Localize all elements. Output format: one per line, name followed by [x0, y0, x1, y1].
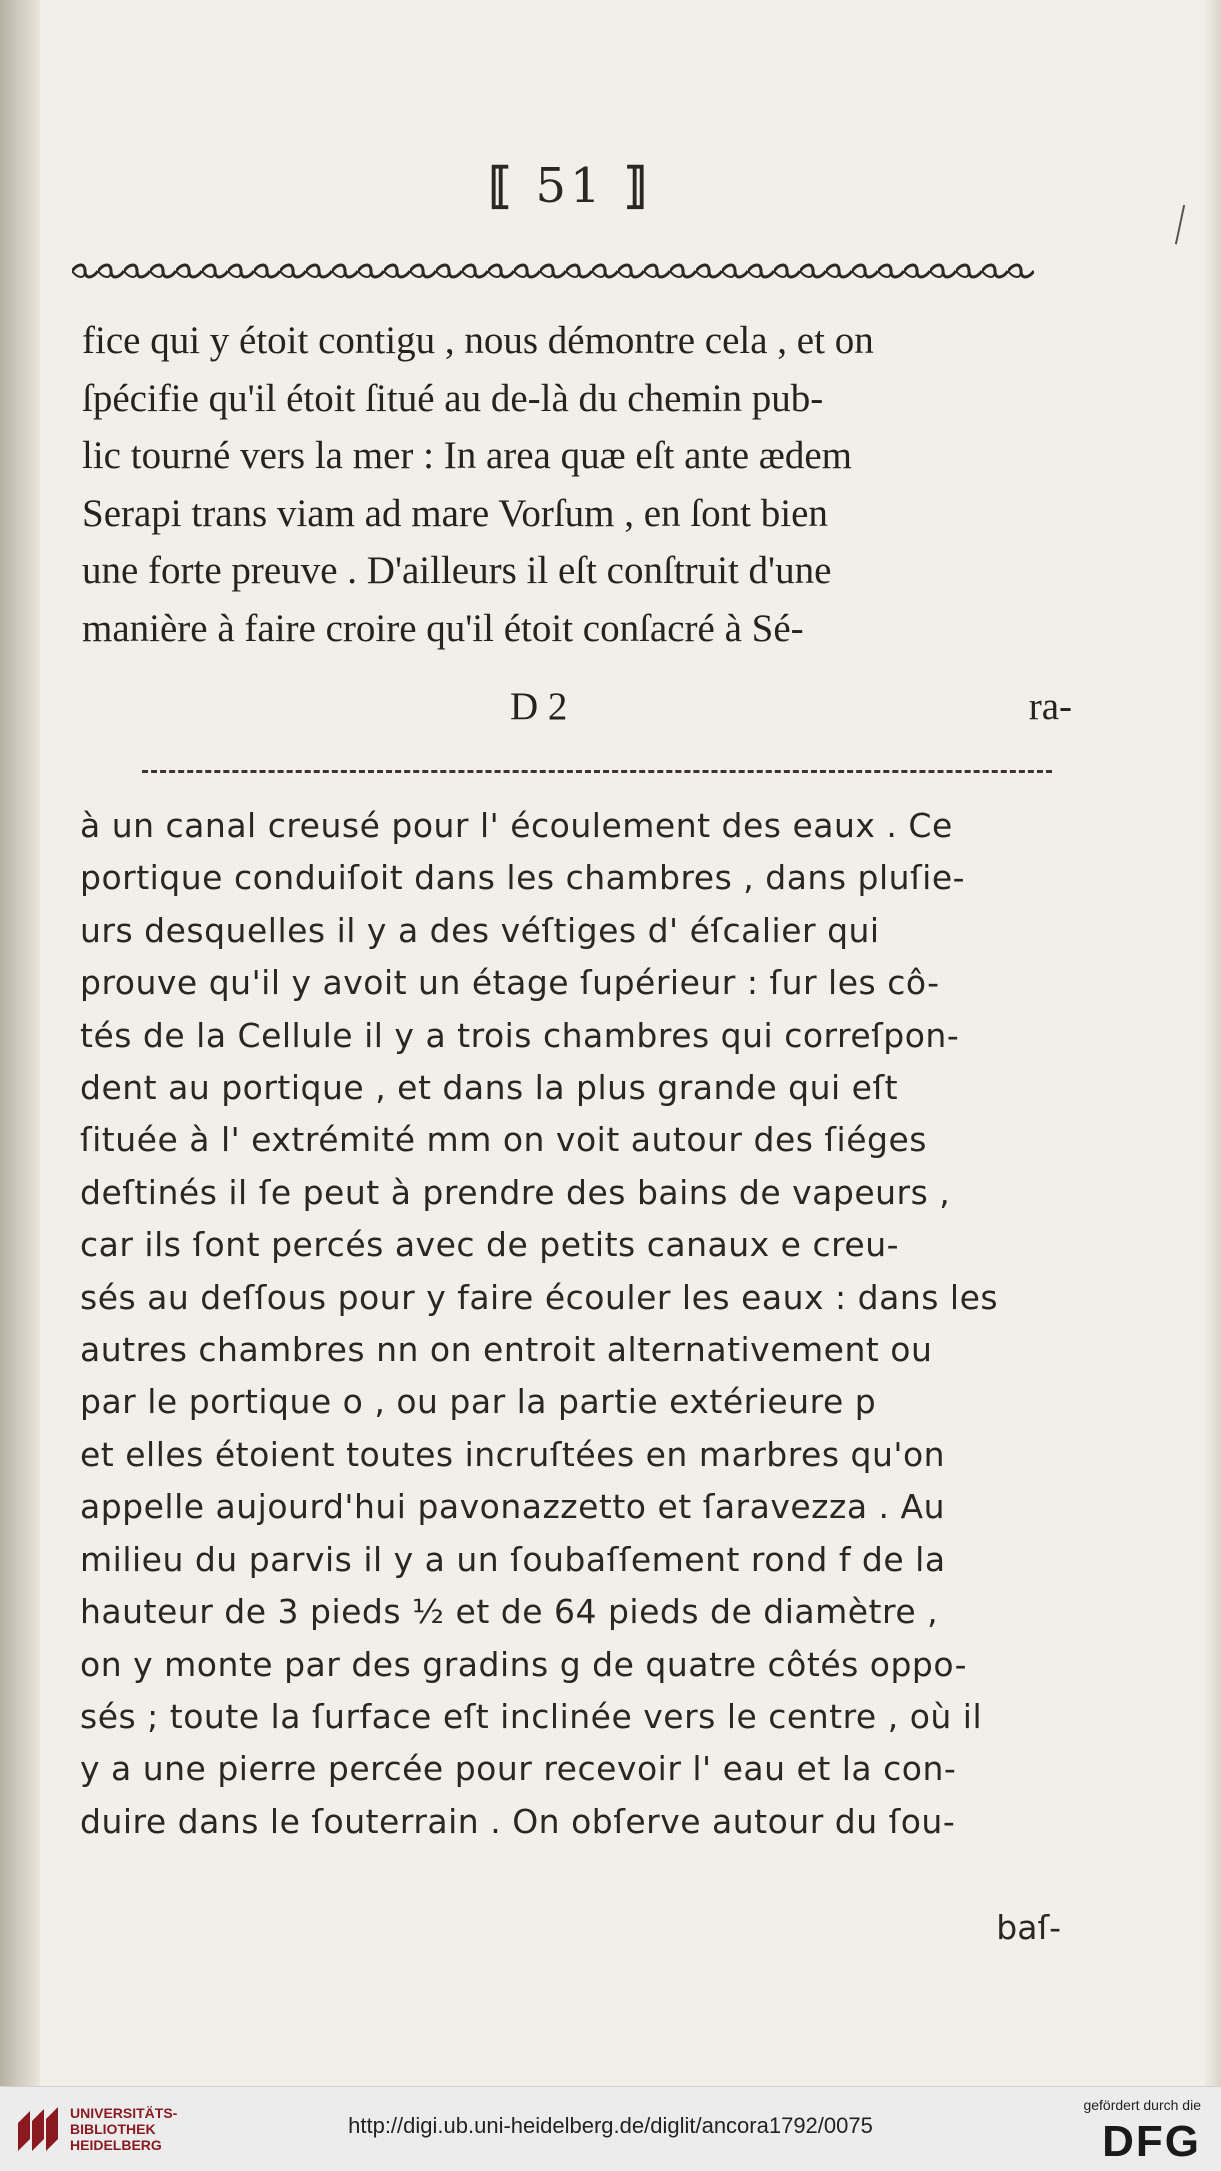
footnote-line: tés de la Cellule il y a trois chambres qui correſpon- [80, 1015, 960, 1055]
footnote-line: sés au deſſous pour y faire écouler les eaux : dans les [80, 1277, 999, 1317]
footnote-separator [142, 770, 1052, 777]
main-text [82, 312, 1072, 657]
funded-by-label: gefördert durch die [1083, 2097, 1201, 2113]
text-line: lic tourné vers la mer : In area quæ eſt ante ædem [82, 434, 852, 477]
library-name-line: BIBLIOTHEK [70, 2121, 156, 2137]
footnote-catchword: baſ- [996, 1908, 1061, 1947]
text-line: Serapi trans viam ad mare Vorſum , en ſont bien [82, 491, 828, 535]
footnote-line: car ils ſont percés avec de petits canaux e creu- [80, 1225, 900, 1265]
footnote-line: portique conduiſoit dans les chambres , dans pluſie- [80, 858, 966, 898]
text-line: une forte preuve . D'ailleurs il eſt conſtruit d'une [82, 549, 832, 592]
footnote-line: hauteur de 3 pieds ½ et de 64 pieds de diamètre , [80, 1592, 939, 1632]
footnote-line: y a une pierre percée pour recevoir l' eau et la con- [80, 1749, 957, 1789]
footnote-line: ſituée à l' extrémité mm on voit autour des ſiéges [80, 1120, 927, 1160]
footnote-line: duire dans le ſouterrain . On obſerve autour du ſou- [80, 1801, 956, 1841]
page-edge [1203, 0, 1221, 2086]
bracket-left-icon: ⟦ [488, 158, 517, 214]
footnote-line: appelle aujourd'hui pavonazzetto et ſaravezza . Au [80, 1487, 946, 1527]
viewer-footer [0, 2086, 1221, 2171]
footnote-line: prouve qu'il y avoit un étage ſupérieur : ſur les cô- [80, 963, 940, 1003]
footnote-line: par le portique o , ou par la partie extérieure p [80, 1382, 877, 1422]
footnote-line: on y monte par des gradins g de quatre côtés oppo- [80, 1644, 968, 1684]
bracket-right-icon: ⟧ [623, 158, 652, 214]
footnote-line: et elles étoient toutes incruſtées en marbres qu'on [80, 1434, 946, 1474]
signature-line [82, 684, 1072, 734]
margin-pencil-mark [1175, 205, 1189, 245]
footnote-line: dent au portique , et dans la plus grande qui eſt [80, 1068, 899, 1108]
footnote-line: à un canal creusé pour l' écoulement des eaux . Ce [80, 806, 953, 845]
page-number: 51 [535, 158, 605, 214]
footnote-line: deſtinés il ſe peut à prendre des bains de vapeurs , [80, 1172, 951, 1212]
footnote-line: autres chambres nn on entroit alternativement ou [80, 1330, 933, 1370]
footnote-text [80, 800, 1075, 1848]
page-header [480, 158, 660, 228]
footnote-line: milieu du parvis il y a un ſoubaſſement rond f de la [80, 1539, 946, 1579]
text-line: manière à faire croire qu'il étoit conſacré à Sé- [82, 606, 804, 650]
chain-ornament-icon [72, 262, 1034, 280]
catchword: ra- [1028, 685, 1072, 728]
text-line: ſpécifie qu'il étoit ſitué au de-là du chemin pub- [82, 376, 824, 420]
library-name-line: HEIDELBERG [70, 2137, 162, 2153]
footnote-line: sés ; toute la ſurface eſt inclinée vers le centre , où il [80, 1696, 983, 1736]
dfg-logo[interactable]: DFG [1102, 2117, 1201, 2166]
gutter-shadow [0, 0, 40, 2086]
permalink-url[interactable]: http://digi.ub.uni-heidelberg.de/diglit/ancora1792/0075 [348, 2113, 873, 2138]
library-name-line: UNIVERSITÄTS- [70, 2105, 178, 2121]
footnote-line: urs desquelles il y a des véſtiges d' éſcalier qui [80, 910, 880, 950]
ornamental-rule [72, 262, 1034, 280]
text-line: fice qui y étoit contigu , nous démontre cela , et on [82, 319, 874, 362]
signature-mark: D 2 [510, 685, 568, 728]
